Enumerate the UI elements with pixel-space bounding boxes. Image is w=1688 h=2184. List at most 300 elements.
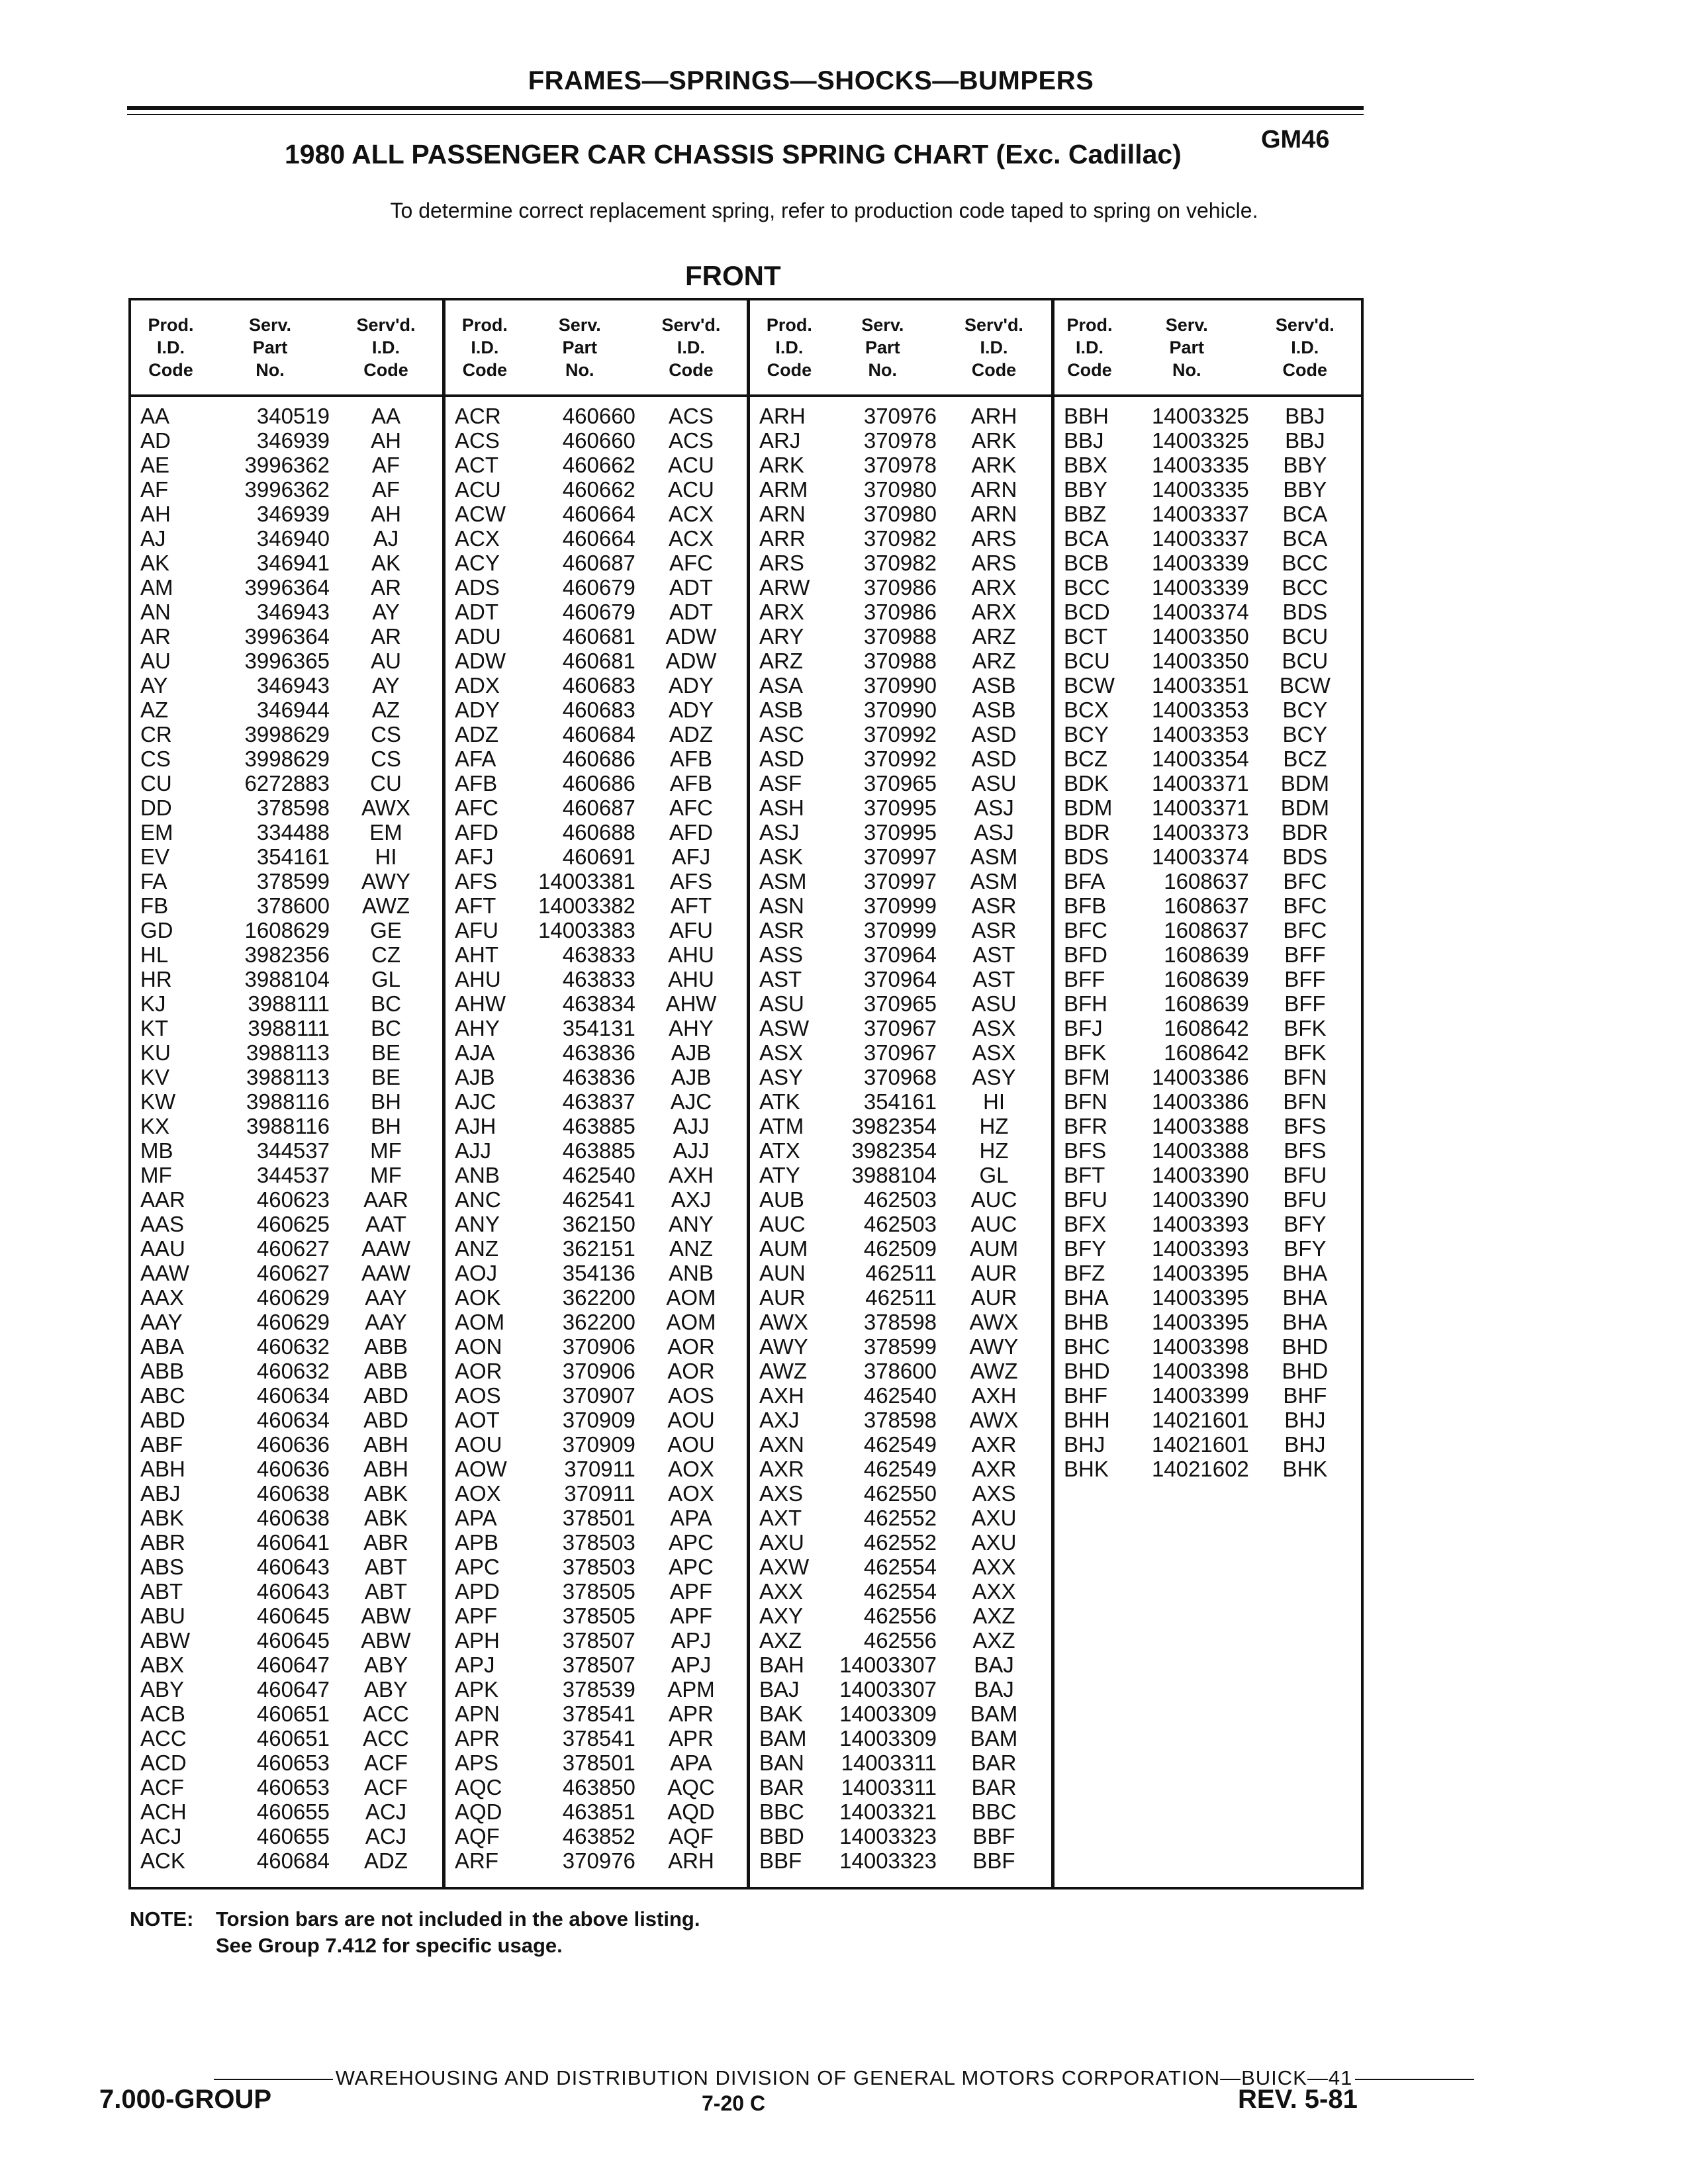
- servd-id-code: ACF: [364, 1751, 408, 1775]
- prod-id-code: BHJ: [1064, 1432, 1105, 1457]
- servd-id-code: ACX: [669, 526, 714, 551]
- prod-id-code: BBX: [1064, 453, 1108, 477]
- serv-part-no: 460623: [256, 1187, 330, 1212]
- table-row: [750, 991, 1051, 1016]
- note-label: NOTE:: [130, 1907, 194, 1931]
- table-row: [131, 1702, 442, 1726]
- prod-id-code: ANC: [455, 1187, 501, 1212]
- header-prod-id-code: Prod. I.D. Code: [766, 315, 812, 380]
- servd-id-code: BBJ: [1285, 428, 1325, 453]
- prod-id-code: ASU: [759, 991, 804, 1016]
- prod-id-code: ASK: [759, 844, 804, 869]
- prod-id-code: AQD: [455, 1799, 502, 1824]
- table-row: [445, 1628, 747, 1653]
- prod-id-code: HR: [140, 967, 172, 991]
- servd-id-code: AWY: [969, 1334, 1019, 1359]
- prod-id-code: BDM: [1064, 796, 1113, 820]
- servd-id-code: ACU: [668, 477, 714, 502]
- serv-part-no: 370909: [562, 1432, 635, 1457]
- prod-id-code: BFR: [1064, 1114, 1107, 1138]
- serv-part-no: 460662: [562, 477, 635, 502]
- serv-part-no: 14003388: [1151, 1138, 1249, 1163]
- serv-part-no: 370990: [863, 673, 937, 698]
- serv-part-no: 462556: [863, 1604, 937, 1628]
- serv-part-no: 370999: [863, 893, 937, 918]
- prod-id-code: AAR: [140, 1187, 185, 1212]
- prod-id-code: BHB: [1064, 1310, 1109, 1334]
- table-row: [750, 1408, 1051, 1432]
- prod-id-code: AWZ: [759, 1359, 808, 1383]
- servd-id-code: AHU: [668, 967, 714, 991]
- prod-id-code: ACX: [455, 526, 500, 551]
- table-row: [750, 1653, 1051, 1677]
- servd-id-code: AHW: [665, 991, 717, 1016]
- header-serv-part-no: Serv. Part No.: [861, 315, 904, 380]
- prod-id-code: ARH: [759, 404, 806, 428]
- servd-id-code: BFU: [1283, 1163, 1327, 1187]
- table-body: [445, 404, 747, 1873]
- servd-id-code: AFS: [669, 869, 713, 893]
- serv-part-no: 14003339: [1151, 575, 1249, 600]
- servd-id-code: AUM: [969, 1236, 1019, 1261]
- servd-id-code: AFJ: [671, 844, 711, 869]
- serv-part-no: 3988104: [851, 1163, 937, 1187]
- prod-id-code: ACK: [140, 1848, 185, 1873]
- prod-id-code: ACD: [140, 1751, 187, 1775]
- table-row: [1055, 502, 1361, 526]
- table-row: [131, 942, 442, 967]
- prod-id-code: AFD: [455, 820, 498, 844]
- serv-part-no: 370907: [562, 1383, 635, 1408]
- table-row: [1055, 893, 1361, 918]
- serv-part-no: 462552: [863, 1506, 937, 1530]
- table-row: [131, 1040, 442, 1065]
- serv-part-no: 14021601: [1151, 1408, 1249, 1432]
- table-row: [1055, 575, 1361, 600]
- serv-part-no: 354131: [562, 1016, 635, 1040]
- servd-id-code: AJJ: [673, 1138, 710, 1163]
- table-row: [131, 404, 442, 428]
- footer-page-number: 7-20 C: [702, 2091, 766, 2115]
- serv-part-no: 346939: [256, 428, 330, 453]
- servd-id-code: BAJ: [974, 1653, 1014, 1677]
- serv-part-no: 14003325: [1151, 428, 1249, 453]
- table-row: [445, 869, 747, 893]
- servd-id-code: ASM: [970, 869, 1018, 893]
- table-row: [750, 1261, 1051, 1285]
- table-row: [1055, 624, 1361, 649]
- serv-part-no: 460629: [256, 1285, 330, 1310]
- prod-id-code: FA: [140, 869, 167, 893]
- servd-id-code: ADY: [669, 673, 714, 698]
- servd-id-code: AAR: [363, 1187, 408, 1212]
- serv-part-no: 1608639: [1164, 942, 1249, 967]
- serv-part-no: 462554: [863, 1555, 937, 1579]
- table-row: [1055, 1089, 1361, 1114]
- serv-part-no: 460655: [256, 1799, 330, 1824]
- prod-id-code: AFC: [455, 796, 498, 820]
- serv-part-no: 14003353: [1151, 698, 1249, 722]
- servd-id-code: APC: [669, 1555, 714, 1579]
- prod-id-code: APD: [455, 1579, 500, 1604]
- prod-id-code: BFM: [1064, 1065, 1110, 1089]
- servd-id-code: BC: [371, 1016, 401, 1040]
- servd-id-code: BFS: [1284, 1138, 1327, 1163]
- serv-part-no: 3982356: [244, 942, 330, 967]
- serv-part-no: 370988: [863, 649, 937, 673]
- servd-id-code: AWZ: [361, 893, 410, 918]
- prod-id-code: AJJ: [455, 1138, 492, 1163]
- prod-id-code: AM: [140, 575, 173, 600]
- servd-id-code: CS: [371, 747, 401, 771]
- serv-part-no: 463837: [562, 1089, 635, 1114]
- prod-id-code: BBC: [759, 1799, 804, 1824]
- servd-id-code: BDS: [1282, 844, 1328, 869]
- prod-id-code: AH: [140, 502, 171, 526]
- serv-part-no: 460636: [256, 1457, 330, 1481]
- prod-id-code: ABX: [140, 1653, 185, 1677]
- prod-id-code: AR: [140, 624, 171, 649]
- serv-part-no: 14003307: [839, 1677, 937, 1702]
- footer-division-text: WAREHOUSING AND DISTRIBUTION DIVISION OF GENERAL MOTORS CORPORATION—BUICK—41: [335, 2066, 1353, 2089]
- table-body: [131, 404, 442, 1873]
- servd-id-code: CU: [370, 771, 402, 796]
- servd-id-code: HI: [375, 844, 397, 869]
- servd-id-code: AQC: [667, 1775, 715, 1799]
- prod-id-code: ACY: [455, 551, 500, 575]
- table-row: [445, 600, 747, 624]
- servd-id-code: APJ: [671, 1628, 712, 1653]
- servd-id-code: AXS: [972, 1481, 1016, 1506]
- servd-id-code: ABY: [363, 1653, 408, 1677]
- serv-part-no: 14003323: [839, 1848, 937, 1873]
- table-row: [1055, 673, 1361, 698]
- table-row: [131, 1726, 442, 1751]
- prod-id-code: AOJ: [455, 1261, 498, 1285]
- table-row: [131, 1359, 442, 1383]
- serv-part-no: 460679: [562, 575, 635, 600]
- table-row: [445, 893, 747, 918]
- table-row: [750, 453, 1051, 477]
- servd-id-code: AOX: [668, 1481, 714, 1506]
- servd-id-code: AAY: [365, 1310, 407, 1334]
- table-row: [131, 649, 442, 673]
- serv-part-no: 14003337: [1151, 526, 1249, 551]
- header-serv-part-no: Serv. Part No.: [248, 315, 292, 380]
- prod-id-code: ACJ: [140, 1824, 182, 1848]
- table-row: [750, 624, 1051, 649]
- table-row: [750, 722, 1051, 747]
- servd-id-code: GE: [370, 918, 402, 942]
- footer-revision: REV. 5-81: [1238, 2085, 1358, 2114]
- servd-id-code: ABK: [363, 1506, 408, 1530]
- table-row: [445, 1310, 747, 1334]
- table-row: [445, 1653, 747, 1677]
- serv-part-no: 1608642: [1164, 1040, 1249, 1065]
- servd-id-code: AJ: [373, 526, 399, 551]
- table-row: [1055, 918, 1361, 942]
- servd-id-code: BE: [371, 1065, 401, 1089]
- table-row: [131, 453, 442, 477]
- servd-id-code: ARH: [970, 404, 1017, 428]
- prod-id-code: BCB: [1064, 551, 1109, 575]
- serv-part-no: 1608637: [1164, 893, 1249, 918]
- table-row: [445, 820, 747, 844]
- serv-part-no: 460636: [256, 1432, 330, 1457]
- serv-part-no: 14003339: [1151, 551, 1249, 575]
- serv-part-no: 370964: [863, 942, 937, 967]
- table-row: [445, 1677, 747, 1702]
- table-row: [750, 1114, 1051, 1138]
- servd-id-code: ASY: [972, 1065, 1016, 1089]
- table-row: [1055, 1114, 1361, 1138]
- servd-id-code: CS: [371, 722, 401, 747]
- servd-id-code: BFY: [1284, 1212, 1327, 1236]
- table-row: [1055, 526, 1361, 551]
- serv-part-no: 462556: [863, 1628, 937, 1653]
- table-row: [750, 1187, 1051, 1212]
- serv-part-no: 378539: [562, 1677, 635, 1702]
- servd-id-code: ARX: [971, 575, 1017, 600]
- servd-id-code: BDM: [1280, 796, 1330, 820]
- table-row: [1055, 1383, 1361, 1408]
- servd-id-code: ABK: [363, 1481, 408, 1506]
- table-row: [131, 918, 442, 942]
- servd-id-code: BBY: [1283, 453, 1327, 477]
- servd-id-code: AAW: [361, 1261, 410, 1285]
- serv-part-no: 378599: [256, 869, 330, 893]
- servd-id-code: AY: [372, 673, 400, 698]
- prod-id-code: BCA: [1064, 526, 1109, 551]
- table-row: [445, 844, 747, 869]
- servd-id-code: ABB: [363, 1334, 408, 1359]
- prod-id-code: BFX: [1064, 1212, 1107, 1236]
- servd-id-code: AXU: [971, 1530, 1017, 1555]
- serv-part-no: 460681: [562, 649, 635, 673]
- prod-id-code: BCY: [1064, 722, 1109, 747]
- table-row: [445, 967, 747, 991]
- serv-part-no: 344537: [256, 1138, 330, 1163]
- servd-id-code: BHD: [1282, 1359, 1329, 1383]
- servd-id-code: AAW: [361, 1236, 410, 1261]
- prod-id-code: ARS: [759, 551, 804, 575]
- table-row: [750, 1383, 1051, 1408]
- table-row: [131, 1334, 442, 1359]
- serv-part-no: 460687: [562, 551, 635, 575]
- prod-id-code: AXX: [759, 1579, 804, 1604]
- servd-id-code: AJB: [671, 1065, 712, 1089]
- servd-id-code: ASD: [971, 722, 1017, 747]
- serv-part-no: 3982354: [851, 1114, 937, 1138]
- servd-id-code: BDR: [1282, 820, 1329, 844]
- table-row: [131, 1653, 442, 1677]
- table-row: [1055, 1187, 1361, 1212]
- serv-part-no: 14003382: [538, 893, 635, 918]
- prod-id-code: BDR: [1064, 820, 1110, 844]
- table-row: [445, 1702, 747, 1726]
- prod-id-code: ATY: [759, 1163, 800, 1187]
- servd-id-code: BBF: [972, 1848, 1015, 1873]
- footer-group: 7.000-GROUP: [99, 2085, 272, 2114]
- table-row: [131, 551, 442, 575]
- servd-id-code: ABT: [364, 1579, 408, 1604]
- prod-id-code: KW: [140, 1089, 176, 1114]
- header-serv-part-no: Serv. Part No.: [558, 315, 601, 380]
- prod-id-code: FB: [140, 893, 169, 918]
- serv-part-no: 462540: [562, 1163, 635, 1187]
- prod-id-code: ASC: [759, 722, 804, 747]
- serv-part-no: 346940: [256, 526, 330, 551]
- section-title-text: FRAMES—SPRINGS—SHOCKS—BUMPERS: [528, 66, 1094, 95]
- prod-id-code: KU: [140, 1040, 171, 1065]
- table-row: [1055, 404, 1361, 428]
- prod-id-code: BBF: [759, 1848, 802, 1873]
- prod-id-code: ACR: [455, 404, 501, 428]
- prod-id-code: ABS: [140, 1555, 185, 1579]
- table-row: [1055, 967, 1361, 991]
- servd-id-code: BAM: [970, 1702, 1018, 1726]
- servd-id-code: ARN: [970, 477, 1017, 502]
- serv-part-no: 370995: [863, 796, 937, 820]
- servd-id-code: ACX: [669, 502, 714, 526]
- servd-id-code: HZ: [979, 1138, 1009, 1163]
- serv-part-no: 463851: [562, 1799, 635, 1824]
- prod-id-code: ARW: [759, 575, 810, 600]
- prod-id-code: ATK: [759, 1089, 800, 1114]
- table-row: [131, 1285, 442, 1310]
- serv-part-no: 370967: [863, 1040, 937, 1065]
- prod-id-code: CS: [140, 747, 171, 771]
- serv-part-no: 14003398: [1151, 1359, 1249, 1383]
- servd-id-code: ASU: [971, 991, 1017, 1016]
- prod-id-code: AQF: [455, 1824, 500, 1848]
- prod-id-code: BCC: [1064, 575, 1110, 600]
- prod-id-code: BCU: [1064, 649, 1110, 673]
- serv-part-no: 370995: [863, 820, 937, 844]
- table-row: [750, 1016, 1051, 1040]
- serv-part-no: 370980: [863, 477, 937, 502]
- table-row: [1055, 1334, 1361, 1359]
- servd-id-code: ANB: [669, 1261, 714, 1285]
- table-row: [750, 820, 1051, 844]
- table-row: [750, 1432, 1051, 1457]
- servd-id-code: AFB: [669, 771, 713, 796]
- servd-id-code: ASB: [972, 673, 1016, 698]
- table-row: [1055, 649, 1361, 673]
- serv-part-no: 14003390: [1151, 1163, 1249, 1187]
- serv-part-no: 1608637: [1164, 869, 1249, 893]
- table-row: [750, 575, 1051, 600]
- prod-id-code: AUM: [759, 1236, 808, 1261]
- table-row: [750, 1799, 1051, 1824]
- table-row: [445, 404, 747, 428]
- prod-id-code: AOX: [455, 1481, 501, 1506]
- servd-id-code: BBY: [1283, 477, 1327, 502]
- serv-part-no: 462541: [562, 1187, 635, 1212]
- table-row: [131, 502, 442, 526]
- prod-id-code: ASJ: [759, 820, 800, 844]
- servd-id-code: ASR: [971, 918, 1017, 942]
- servd-id-code: AST: [972, 942, 1015, 967]
- prod-id-code: APJ: [455, 1653, 495, 1677]
- servd-id-code: ABH: [363, 1432, 408, 1457]
- servd-id-code: AR: [371, 624, 401, 649]
- serv-part-no: 462554: [863, 1579, 937, 1604]
- table-row: [750, 942, 1051, 967]
- table-row: [750, 698, 1051, 722]
- prod-id-code: AST: [759, 967, 802, 991]
- servd-id-code: BFU: [1283, 1187, 1327, 1212]
- prod-id-code: ASH: [759, 796, 804, 820]
- serv-part-no: 14003371: [1151, 796, 1249, 820]
- prod-id-code: AHW: [455, 991, 506, 1016]
- table-row: [131, 1506, 442, 1530]
- servd-id-code: AK: [371, 551, 401, 575]
- prod-id-code: ADY: [455, 698, 500, 722]
- servd-id-code: ADW: [665, 649, 717, 673]
- prod-id-code: ABR: [140, 1530, 185, 1555]
- servd-id-code: AF: [371, 453, 400, 477]
- servd-id-code: BFK: [1284, 1016, 1327, 1040]
- serv-part-no: 370965: [863, 771, 937, 796]
- table-row: [131, 1310, 442, 1334]
- serv-part-no: 460683: [562, 698, 635, 722]
- prod-id-code: BBD: [759, 1824, 804, 1848]
- serv-part-no: 14003393: [1151, 1212, 1249, 1236]
- prod-id-code: ARR: [759, 526, 806, 551]
- table-row: [445, 428, 747, 453]
- servd-id-code: BFN: [1283, 1065, 1327, 1089]
- servd-id-code: ARS: [971, 526, 1017, 551]
- table-row: [131, 1579, 442, 1604]
- servd-id-code: AOR: [667, 1334, 715, 1359]
- serv-part-no: 460638: [256, 1506, 330, 1530]
- servd-id-code: BHF: [1283, 1383, 1327, 1408]
- servd-id-code: AST: [972, 967, 1015, 991]
- servd-id-code: AXU: [971, 1506, 1017, 1530]
- table-row: [131, 991, 442, 1016]
- serv-part-no: 370909: [562, 1408, 635, 1432]
- instruction-text-content: To determine correct replacement spring, refer to production code taped to spring on vehicle.: [390, 199, 1258, 222]
- servd-id-code: BFY: [1284, 1236, 1327, 1261]
- section-label-front: FRONT: [685, 260, 781, 291]
- prod-id-code: ARJ: [759, 428, 801, 453]
- table-row: [750, 1726, 1051, 1751]
- prod-id-code: BHK: [1064, 1457, 1109, 1481]
- prod-id-code: ACU: [455, 477, 501, 502]
- serv-part-no: 14003309: [839, 1726, 937, 1751]
- serv-part-no: 14003381: [538, 869, 635, 893]
- serv-part-no: 14003353: [1151, 722, 1249, 747]
- table-row: [445, 1775, 747, 1799]
- serv-part-no: 463834: [562, 991, 635, 1016]
- prod-id-code: AAW: [140, 1261, 189, 1285]
- prod-id-code: BFZ: [1064, 1261, 1105, 1285]
- serv-part-no: 14003390: [1151, 1187, 1249, 1212]
- serv-part-no: 463885: [562, 1114, 635, 1138]
- note-line-2: See Group 7.412 for specific usage.: [216, 1934, 563, 1957]
- serv-part-no: 3988111: [248, 1016, 330, 1040]
- table-row: [445, 1579, 747, 1604]
- prod-id-code: BDK: [1064, 771, 1109, 796]
- prod-id-code: AJH: [455, 1114, 496, 1138]
- serv-part-no: 378541: [562, 1726, 635, 1751]
- table-row: [750, 1163, 1051, 1187]
- table-row: [750, 1702, 1051, 1726]
- serv-part-no: 460664: [562, 526, 635, 551]
- table-row: [750, 1457, 1051, 1481]
- prod-id-code: APH: [455, 1628, 500, 1653]
